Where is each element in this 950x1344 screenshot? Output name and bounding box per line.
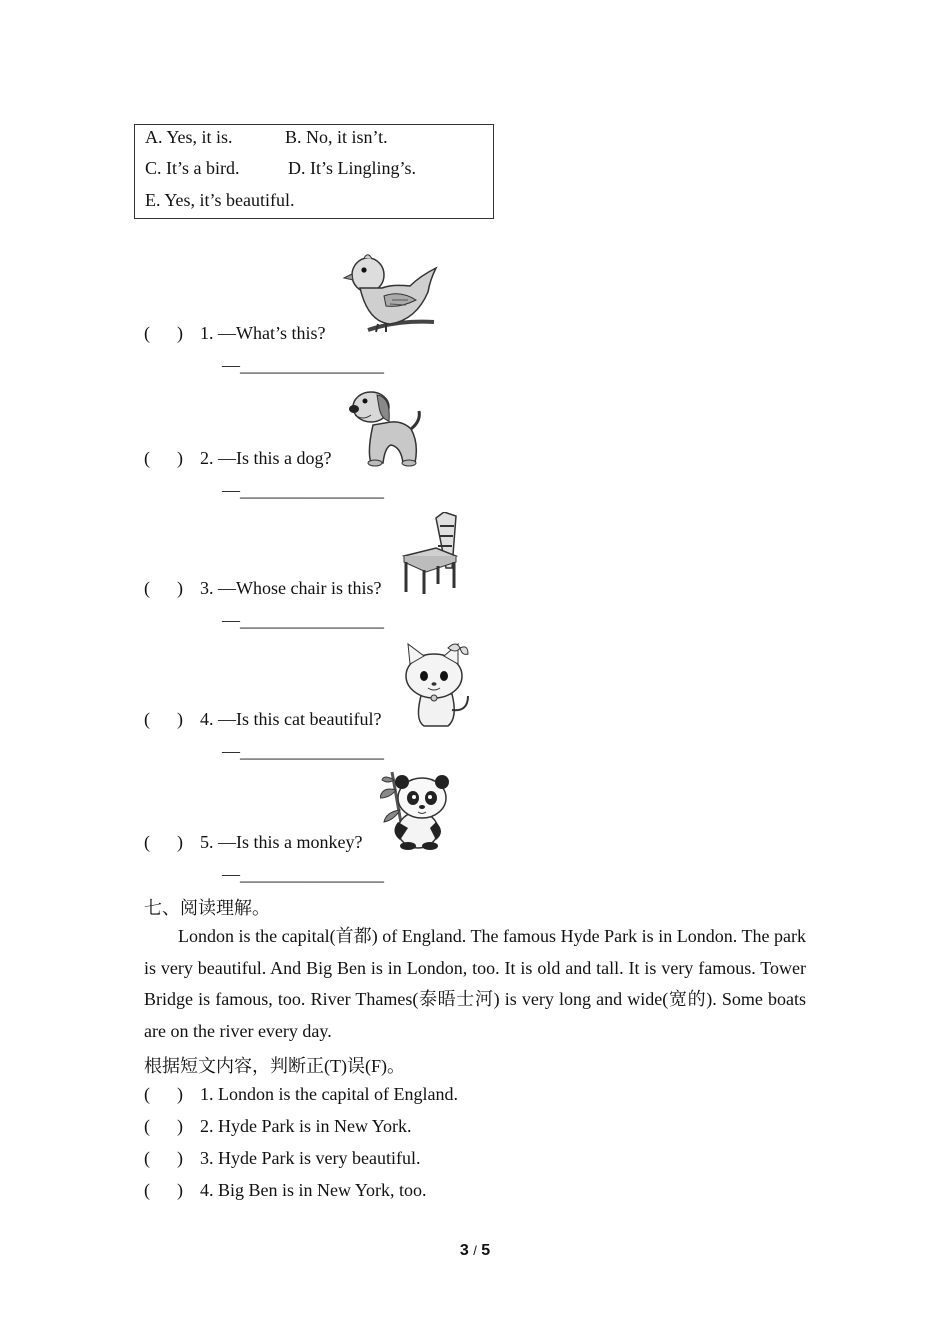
answer-line[interactable]: —________________ [222, 741, 384, 761]
page-total: 5 [481, 1242, 491, 1259]
question-text: 5. —Is this a monkey? [200, 832, 363, 852]
bird-icon [338, 250, 438, 342]
answer-line[interactable]: —________________ [222, 864, 384, 884]
answer-paren[interactable]: ( ) [144, 578, 183, 598]
statement-text: 3. Hyde Park is very beautiful. [200, 1148, 421, 1168]
question-text: 2. —Is this a dog? [200, 448, 332, 468]
instruction-text: 根据短文内容，判断正(T)误(F)。 [144, 1056, 405, 1076]
chair-icon [400, 512, 462, 596]
statement-text: 2. Hyde Park is in New York. [200, 1116, 412, 1136]
option-d: D. It’s Lingling’s. [288, 158, 417, 178]
panda-icon [380, 770, 452, 850]
page-separator: / [473, 1243, 477, 1258]
answer-paren[interactable]: ( ) [144, 832, 183, 852]
answer-paren[interactable]: ( ) [144, 1084, 183, 1104]
answer-paren[interactable]: ( ) [144, 1180, 183, 1200]
section-title: 七、阅读理解。 [144, 898, 270, 918]
answer-paren[interactable]: ( ) [144, 323, 183, 343]
statement-text: 4. Big Ben is in New York, too. [200, 1180, 427, 1200]
question-text: 1. —What’s this? [200, 323, 326, 343]
option-a: A. Yes, it is. [145, 127, 233, 147]
statement-text: 1. London is the capital of England. [200, 1084, 458, 1104]
answer-paren[interactable]: ( ) [144, 1116, 183, 1136]
cat-icon [398, 640, 474, 728]
answer-line[interactable]: —________________ [222, 480, 384, 500]
option-e: E. Yes, it’s beautiful. [145, 190, 295, 210]
page-number [0, 1242, 950, 1260]
option-b: B. No, it isn’t. [285, 127, 388, 147]
answer-paren[interactable]: ( ) [144, 709, 183, 729]
option-c: C. It’s a bird. [145, 158, 240, 178]
answer-line[interactable]: —________________ [222, 355, 384, 375]
dog-icon [345, 385, 425, 467]
question-text: 4. —Is this cat beautiful? [200, 709, 382, 729]
answer-line[interactable]: —________________ [222, 610, 384, 630]
page-current: 3 [459, 1242, 469, 1259]
options-box [134, 124, 494, 219]
answer-paren[interactable]: ( ) [144, 448, 183, 468]
question-text: 3. —Whose chair is this? [200, 578, 382, 598]
reading-passage: London is the capital(首都) of England. The famous Hyde Park is in London. The park is very beautiful. And Big Ben is in London, too. It is old and tall. It is very famous. Tower Bridge is famous, too. River Thames(泰晤士河) is very long and wide(宽的). Some boats are on the river every day. [144, 926, 806, 1042]
answer-paren[interactable]: ( ) [144, 1148, 183, 1168]
